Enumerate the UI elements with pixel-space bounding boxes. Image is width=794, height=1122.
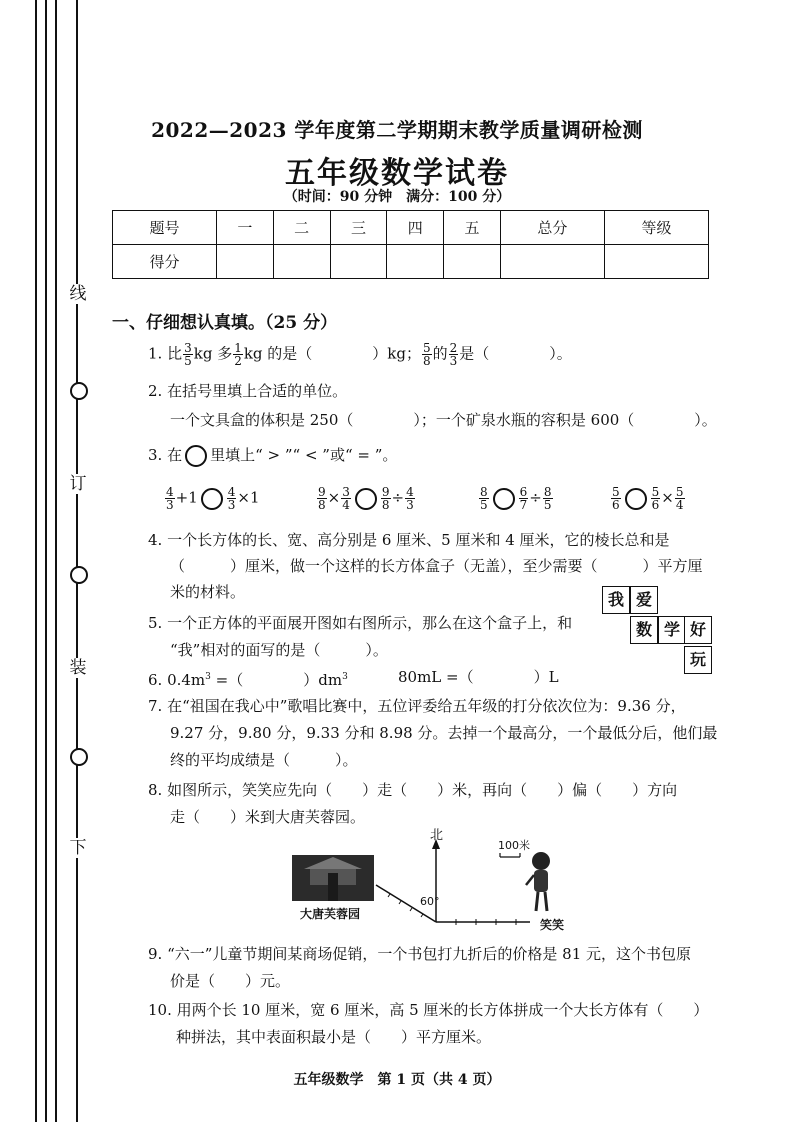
question-2-body: 一个文具盒的体积是 250（ ）；一个矿泉水瓶的容积是 600（ ）。: [170, 411, 717, 429]
binding-label-xian: 线: [69, 284, 87, 304]
question-4-line-3: 米的材料。: [170, 583, 246, 601]
score-table-cell: 二: [273, 211, 330, 245]
score-input-cell[interactable]: [387, 245, 444, 279]
question-7-line-2: 9.27 分，9.80 分，9.33 分和 8.98 分。去掉一个最高分，一个最低分后，他们最: [170, 724, 718, 742]
fraction: $\frac{1}{2}$: [234, 341, 242, 368]
net-face: 玩: [684, 646, 712, 674]
fraction: $\frac{5}{8}$: [423, 341, 431, 368]
answer-circle[interactable]: [185, 445, 207, 467]
girl-figure: [526, 852, 550, 911]
net-face: 好: [684, 616, 712, 644]
exam-title: 2022—2023 学年度第二学期期末教学质量调研检测: [151, 118, 643, 142]
score-input-cell[interactable]: [500, 245, 604, 279]
text: 1. 比: [148, 344, 183, 363]
score-input-cell[interactable]: [330, 245, 387, 279]
answer-circle[interactable]: [625, 488, 647, 510]
score-table-header-row: [113, 211, 709, 245]
angle-label: 60°: [420, 895, 440, 908]
question-9-line-1: 9. “六一”儿童节期间某商场促销，一个书包打九折后的价格是 81 元，这个书包原: [148, 945, 692, 963]
score-table-cell: 等级: [604, 211, 708, 245]
score-input-cell[interactable]: [604, 245, 708, 279]
binding-label-zhuang: 装: [69, 658, 87, 678]
answer-circle[interactable]: [355, 488, 377, 510]
net-face: 数: [630, 616, 658, 644]
score-input-cell[interactable]: [273, 245, 330, 279]
text: 3. 在: [148, 446, 183, 464]
score-table-cell: 四: [387, 211, 444, 245]
binding-label-ding: 订: [69, 474, 87, 494]
direction-diagram: [290, 828, 590, 935]
question-10-line-1: 10. 用两个长 10 厘米，宽 6 厘米，高 5 厘米的长方体拼成一个大长方体有（ ）: [148, 1001, 709, 1019]
question-6: 6. $0.4m^3$ =（ ）$dm^3$: [148, 671, 348, 689]
binding-circle: [70, 382, 88, 400]
score-table-cell: 总分: [500, 211, 604, 245]
score-table-cell: 一: [217, 211, 274, 245]
place-label: 大唐芙蓉园: [300, 907, 361, 921]
text: 是（ ）。: [459, 344, 572, 363]
net-face: 学: [658, 616, 686, 644]
exam-subject-title: 五年级数学试卷: [285, 156, 509, 191]
scale-label: 100米: [498, 839, 530, 852]
answer-circle[interactable]: [201, 488, 223, 510]
compare-expression-3: $\frac{8}{5}$ $\frac{6}{7}$ ÷ $\frac{8}{5}$: [480, 485, 552, 512]
text: 里填上“ > ”“ < ”或“ = ”。: [210, 446, 398, 464]
score-table-cell: 得分: [113, 245, 217, 279]
score-input-cell[interactable]: [217, 245, 274, 279]
score-input-cell[interactable]: [444, 245, 501, 279]
compare-expression-4: $\frac{5}{6}$ $\frac{5}{6}$ × $\frac{5}{4}$: [612, 485, 684, 512]
question-4-line-1: 4. 一个长方体的长、宽、高分别是 6 厘米、5 厘米和 4 厘米，它的棱长总和是: [148, 531, 670, 549]
text: =（ ）dm: [210, 671, 343, 689]
compare-expression-1: $\frac{4}{3}$ +1 $\frac{4}{3}$ ×1: [166, 485, 260, 512]
question-8-line-1: 8. 如图所示，笑笑应先向（ ）走（ ）米，再向（ ）偏（ ）方向: [148, 781, 678, 799]
question-3-prompt: [148, 445, 397, 467]
score-table-cell: 五: [444, 211, 501, 245]
score-table-cell: 三: [330, 211, 387, 245]
question-4-line-2: （ ）厘米，做一个这样的长方体盒子（无盖），至少需要（ ）平方厘: [170, 557, 703, 575]
answer-circle[interactable]: [493, 488, 515, 510]
question-5-line-2: “我”相对的面写的是（ ）。: [170, 641, 388, 659]
compare-expression-2: $\frac{9}{8}$ × $\frac{3}{4}$ $\frac{9}{8}$ ÷ $\frac{4}{3}$: [318, 485, 414, 512]
score-table-cell: 题号: [113, 211, 217, 245]
net-face: 我: [602, 586, 630, 614]
question-5-line-1: 5. 一个正方体的平面展开图如右图所示，那么在这个盒子上，和: [148, 614, 573, 632]
question-2-prompt: 2. 在括号里填上合适的单位。: [148, 382, 348, 400]
cube-net-figure: [600, 586, 710, 676]
question-6-part-2: 80mL =（ ）L: [398, 668, 559, 686]
binding-circle: [70, 748, 88, 766]
text: 的: [432, 344, 448, 363]
section-title: 一、仔细想认真填。（25 分）: [112, 313, 338, 333]
binding-circle: [70, 566, 88, 584]
question-7-line-1: 7. 在“祖国在我心中”歌唱比赛中，五位评委给五年级的打分依次位为：9.36 分，: [148, 697, 686, 715]
fraction: $\frac{2}{3}$: [449, 341, 458, 368]
north-label: 北: [430, 828, 444, 843]
question-10-line-2: 种拼法，其中表面积最小是（ ）平方厘米。: [176, 1028, 492, 1046]
question-1: [148, 342, 572, 367]
binding-label-xia: 下: [69, 838, 87, 858]
question-9-line-2: 价是（ ）元。: [170, 972, 291, 990]
text: kg 的是（ ）kg；: [243, 344, 421, 363]
fraction: $\frac{3}{5}$: [184, 341, 192, 368]
text: 6. 0.4m: [148, 671, 206, 689]
score-table-score-row: [113, 245, 709, 279]
page-footer: 五年级数学 第 1 页（共 4 页）: [293, 1072, 501, 1088]
question-7-line-3: 终的平均成绩是（ ）。: [170, 751, 358, 769]
text: kg 多: [193, 344, 233, 363]
question-8-line-2: 走（ ）米到大唐芙蓉园。: [170, 808, 366, 826]
exam-time-info: （时间：90 分钟 满分：100 分）: [283, 189, 511, 205]
person-label: 笑笑: [540, 918, 565, 932]
score-table: [112, 210, 709, 279]
net-face: 爱: [630, 586, 658, 614]
